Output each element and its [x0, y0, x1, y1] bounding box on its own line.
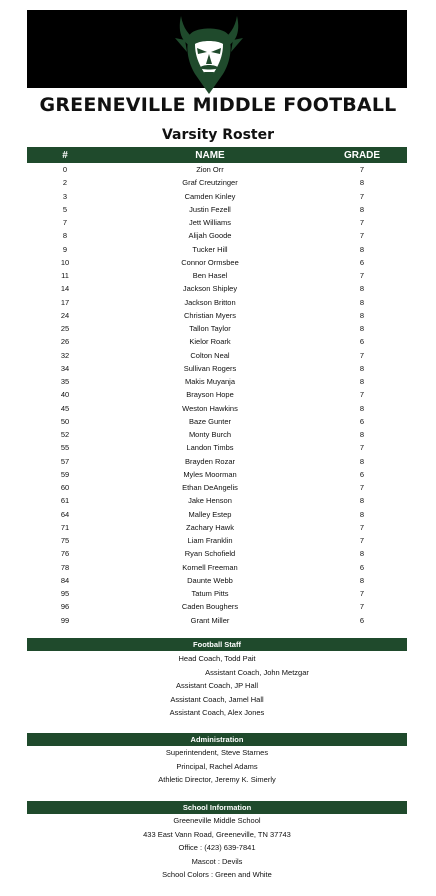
table-row — [27, 468, 407, 481]
player-name: Graf Creutzinger — [182, 178, 238, 188]
school-info-heading: School Information — [27, 801, 407, 814]
player-grade: 7 — [359, 231, 365, 241]
table-row — [27, 614, 407, 627]
player-grade: 8 — [359, 244, 365, 254]
administration-heading: Administration — [27, 733, 407, 746]
player-name: Ben Hasel — [192, 271, 228, 281]
table-row — [27, 243, 407, 256]
player-number: 45 — [60, 403, 70, 413]
administration-item: Superintendent, Steve Starnes — [165, 748, 269, 757]
table-row — [27, 388, 407, 401]
player-number: 95 — [60, 589, 70, 599]
player-number: 40 — [60, 390, 70, 400]
player-grade: 8 — [359, 575, 365, 585]
player-number: 35 — [60, 377, 70, 387]
staff-item: Assistant Coach, Jamel Hall — [170, 694, 264, 704]
player-grade: 7 — [359, 271, 365, 281]
player-grade: 8 — [359, 284, 365, 294]
administration-item: Athletic Director, Jeremy K. Simerly — [158, 775, 276, 784]
table-row — [27, 600, 407, 613]
table-row — [27, 190, 407, 203]
player-name: Alijah Goode — [188, 231, 232, 241]
table-row — [27, 534, 407, 547]
table-row — [27, 362, 407, 375]
player-name: Brayden Rozar — [184, 456, 236, 466]
table-row — [27, 494, 407, 507]
school-info-item: Mascot : Devils — [191, 856, 243, 866]
table-row — [27, 415, 407, 428]
player-number: 14 — [60, 284, 70, 294]
player-grade: 8 — [359, 403, 365, 413]
staff-list — [27, 652, 407, 720]
player-number: 7 — [62, 218, 68, 228]
column-header-name: NAME — [103, 147, 317, 163]
player-name: Myles Moorman — [183, 469, 237, 479]
administration-list — [27, 746, 407, 787]
table-row — [27, 309, 407, 322]
table-row — [27, 521, 407, 534]
roster-table — [27, 147, 407, 627]
player-number: 99 — [60, 615, 70, 625]
player-number: 32 — [60, 350, 70, 360]
page-title: GREENEVILLE MIDDLE FOOTBALL — [39, 94, 397, 116]
table-row — [27, 216, 407, 229]
school-info-list — [27, 814, 407, 882]
player-name: Jake Henson — [188, 496, 232, 506]
player-grade: 8 — [359, 204, 365, 214]
staff-item: Assistant Coach, JP Hall — [176, 681, 258, 690]
table-row — [27, 349, 407, 362]
player-number: 84 — [60, 575, 70, 585]
table-row — [27, 335, 407, 348]
player-number: 9 — [62, 244, 68, 254]
player-number: 52 — [60, 430, 70, 440]
player-name: Jett Williams — [188, 218, 232, 228]
player-grade: 6 — [359, 615, 365, 625]
player-number: 25 — [60, 324, 70, 334]
player-grade: 8 — [359, 496, 365, 506]
player-name: Daunte Webb — [187, 575, 233, 585]
staff-item: Assistant Coach, Alex Jones — [169, 708, 265, 717]
player-name: Connor Ormsbee — [181, 257, 239, 267]
column-header-grade: GRADE — [317, 147, 407, 163]
player-grade: 8 — [359, 509, 365, 519]
player-name: Ethan DeAngelis — [182, 483, 238, 493]
player-number: 10 — [60, 257, 70, 267]
school-info-item: Greeneville Middle School — [173, 816, 261, 825]
player-name: Tatum Pitts — [191, 589, 229, 599]
player-name: Baze Gunter — [188, 416, 232, 426]
table-row — [27, 282, 407, 295]
roster-header-row — [27, 147, 407, 163]
player-number: 57 — [60, 456, 70, 466]
player-number: 60 — [60, 483, 70, 493]
player-name: Caden Boughers — [181, 602, 239, 612]
player-number: 96 — [60, 602, 70, 612]
player-grade: 7 — [359, 390, 365, 400]
player-name: Malley Estep — [188, 509, 232, 519]
player-name: Kornell Freeman — [182, 562, 238, 572]
player-name: Christian Myers — [183, 310, 237, 320]
table-row — [27, 229, 407, 242]
table-row — [27, 508, 407, 521]
player-grade: 8 — [359, 310, 365, 320]
player-number: 24 — [60, 310, 70, 320]
player-grade: 6 — [359, 562, 365, 572]
school-info-item: 433 East Vann Road, Greeneville, TN 37743 — [143, 829, 291, 839]
player-grade: 7 — [359, 483, 365, 493]
player-grade: 8 — [359, 456, 365, 466]
player-grade: 8 — [359, 178, 365, 188]
player-number: 5 — [62, 204, 68, 214]
player-name: Monty Burch — [188, 430, 232, 440]
player-number: 55 — [60, 443, 70, 453]
table-row — [27, 203, 407, 216]
player-number: 8 — [62, 231, 68, 241]
table-row — [27, 441, 407, 454]
player-name: Brayson Hope — [186, 390, 234, 400]
player-number: 75 — [60, 536, 70, 546]
table-row — [27, 176, 407, 189]
player-name: Zachary Hawk — [186, 522, 234, 532]
table-row — [27, 402, 407, 415]
player-number: 2 — [62, 178, 68, 188]
player-name: Liam Franklin — [187, 536, 233, 546]
player-number: 17 — [60, 297, 70, 307]
player-name: Grant Miller — [190, 615, 230, 625]
player-number: 3 — [62, 191, 68, 201]
player-number: 11 — [61, 271, 69, 281]
column-header-number: # — [27, 147, 103, 163]
player-grade: 8 — [359, 324, 365, 334]
player-grade: 6 — [359, 337, 365, 347]
player-name: Jackson Shipley — [182, 284, 238, 294]
player-name: Tucker Hill — [192, 244, 228, 254]
player-grade: 7 — [359, 589, 365, 599]
table-row — [27, 296, 407, 309]
player-number: 59 — [60, 469, 70, 479]
player-number: 78 — [60, 562, 70, 572]
table-row — [27, 561, 407, 574]
player-grade: 8 — [359, 377, 365, 387]
administration-item: Principal, Rachel Adams — [176, 761, 258, 771]
player-grade: 7 — [359, 165, 365, 175]
table-row — [27, 375, 407, 388]
player-grade: 7 — [359, 350, 365, 360]
table-row — [27, 428, 407, 441]
player-grade: 6 — [359, 469, 365, 479]
staff-item: Head Coach, Todd Pait — [178, 654, 256, 663]
player-name: Sullivan Rogers — [183, 363, 237, 373]
player-grade: 7 — [359, 522, 365, 532]
player-name: Camden Kinley — [184, 191, 236, 201]
player-number: 61 — [60, 496, 70, 506]
player-name: Colton Neal — [190, 350, 230, 360]
school-info-item: Office : (423) 639-7841 — [178, 843, 256, 852]
player-number: 34 — [60, 363, 70, 373]
player-grade: 8 — [359, 363, 365, 373]
player-name: Justin Fezell — [189, 204, 231, 214]
player-grade: 7 — [359, 536, 365, 546]
player-number: 26 — [60, 337, 70, 347]
table-row — [27, 163, 407, 176]
player-number: 71 — [60, 522, 70, 532]
player-name: Jackson Britton — [184, 297, 236, 307]
player-grade: 8 — [359, 297, 365, 307]
player-grade: 7 — [359, 443, 365, 453]
table-row — [27, 269, 407, 282]
roster-subtitle: Varsity Roster — [161, 127, 275, 143]
staff-heading: Football Staff — [27, 638, 407, 651]
player-number: 76 — [60, 549, 70, 559]
devil-head-icon — [167, 10, 251, 96]
player-name: Zion Orr — [196, 165, 224, 175]
table-row — [27, 455, 407, 468]
player-name: Makis Muyanja — [184, 377, 236, 387]
table-row — [27, 547, 407, 560]
player-grade: 7 — [359, 218, 365, 228]
table-row — [27, 574, 407, 587]
player-name: Landon Timbs — [186, 443, 234, 453]
player-name: Tallon Taylor — [189, 324, 231, 334]
player-grade: 8 — [359, 549, 365, 559]
player-number: 50 — [60, 416, 70, 426]
player-name: Ryan Schofield — [184, 549, 236, 559]
table-row — [27, 322, 407, 335]
player-grade: 7 — [359, 191, 365, 201]
table-row — [27, 587, 407, 600]
school-info-item: School Colors : Green and White — [162, 870, 272, 879]
player-grade: 6 — [359, 257, 365, 267]
player-name: Kielor Roark — [189, 337, 231, 347]
player-name: Weston Hawkins — [182, 403, 238, 413]
player-number: 0 — [62, 165, 68, 175]
player-number: 64 — [60, 509, 70, 519]
player-grade: 7 — [359, 602, 365, 612]
player-grade: 8 — [359, 430, 365, 440]
player-grade: 6 — [359, 416, 365, 426]
roster-body — [27, 163, 407, 627]
staff-item: Assistant Coach, John Metzgar — [205, 667, 309, 677]
table-row — [27, 256, 407, 269]
table-row — [27, 481, 407, 494]
